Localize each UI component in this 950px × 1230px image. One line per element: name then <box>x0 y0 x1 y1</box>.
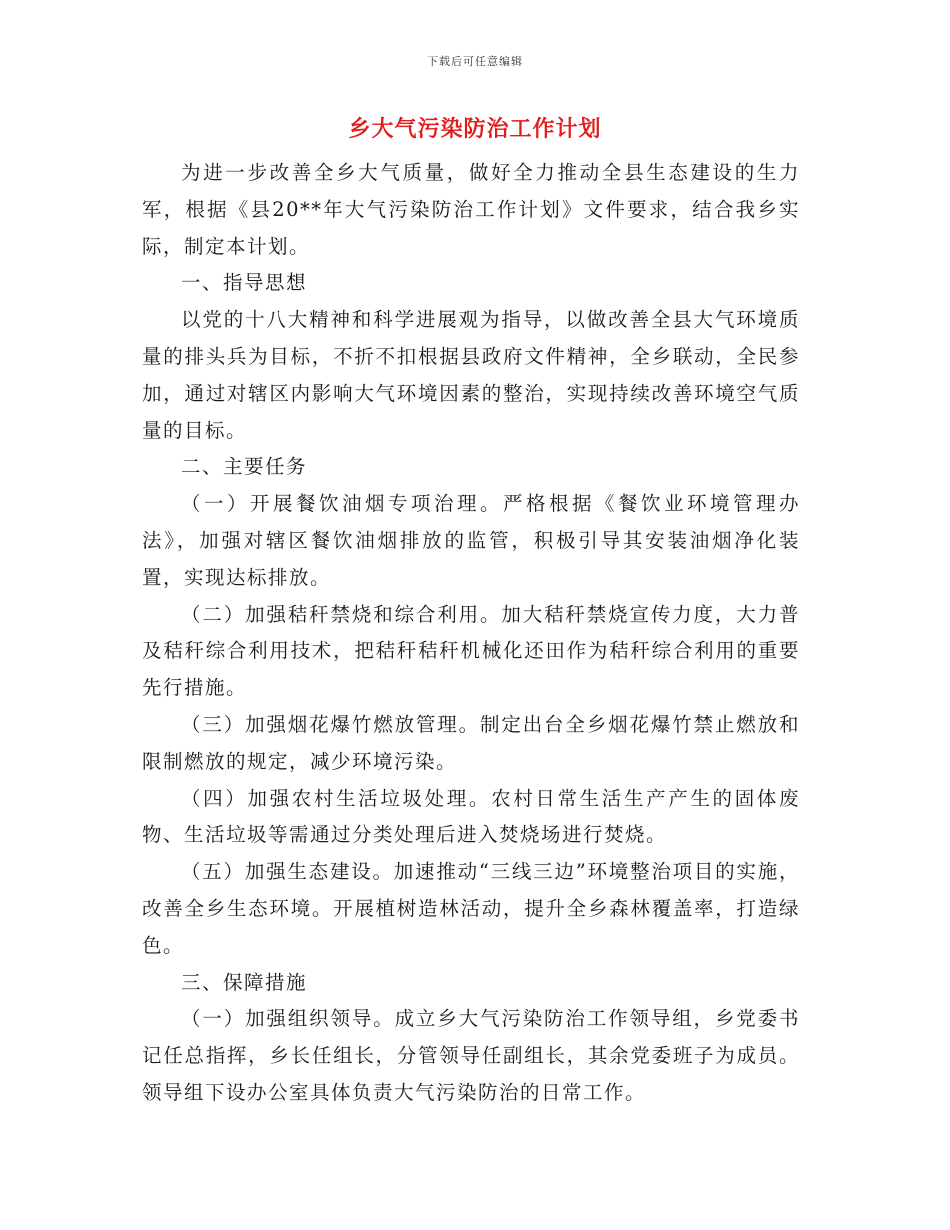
task-paragraph-4: （四）加强农村生活垃圾处理。农村日常生活生产产生的固体废物、生活垃圾等需通过分类处理后进入焚烧场进行焚烧。 <box>142 786 800 847</box>
section-heading-main-tasks: 二、主要任务 <box>181 455 308 479</box>
document-body <box>142 155 800 1112</box>
guiding-ideology-paragraph: 以党的十八大精神和科学进展观为指导，以做改善全县大气环境质量的排头兵为目标，不折不扣根据县政府文件精神，全乡联动，全民参加，通过对辖区内影响大气环境因素的整治，实现持续改善环境空气质量的目标。 <box>142 308 800 442</box>
task-paragraph-3: （三）加强烟花爆竹燃放管理。制定出台全乡烟花爆竹禁止燃放和限制燃放的规定，减少环境污染。 <box>142 712 800 773</box>
task-paragraph-1: （一）开展餐饮油烟专项治理。严格根据《餐饮业环境管理办法》，加强对辖区餐饮油烟排放的监管，积极引导其安装油烟净化装置，实现达标排放。 <box>142 492 800 589</box>
intro-paragraph: 为进一步改善全乡大气质量，做好全力推动全县生态建设的生力军，根据《县20**年大气污染防治工作计划》文件要求，结合我乡实际，制定本计划。 <box>142 161 800 258</box>
section-heading-guiding-ideology: 一、指导思想 <box>181 271 308 295</box>
document-title: 乡大气污染防治工作计划 <box>348 116 602 142</box>
task-paragraph-2: （二）加强秸秆禁烧和综合利用。加大秸秆禁烧宣传力度，大力普及秸秆综合利用技术，把秸秆秸秆机械化还田作为秸秆综合利用的重要先行措施。 <box>142 602 800 700</box>
task-paragraph-5: （五）加强生态建设。加速推动“三线三边”环境整治项目的实施，改善全乡生态环境。开展植树造林活动，提升全乡森林覆盖率，打造绿色。 <box>142 860 800 957</box>
safeguard-paragraph-1: （一）加强组织领导。成立乡大气污染防治工作领导组，乡党委书记任总指挥，乡长任组长，分管领导任副组长，其余党委班子为成员。领导组下设办公室具体负责大气污染防治的日常工作。 <box>142 1007 800 1104</box>
section-heading-safeguards: 三、保障措施 <box>181 970 308 994</box>
header-note: 下载后可任意编辑 <box>427 55 523 68</box>
